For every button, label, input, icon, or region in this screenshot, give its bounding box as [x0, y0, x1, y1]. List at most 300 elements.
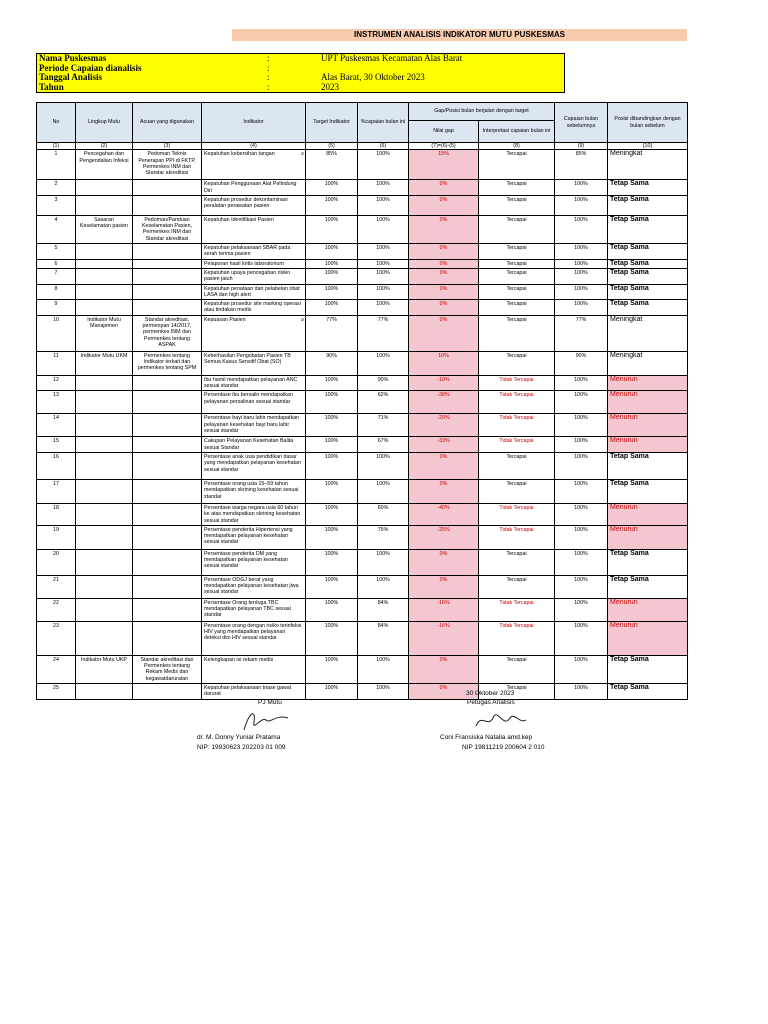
- cell-interpretasi: Tercapai: [479, 150, 555, 180]
- cell-no: 13: [37, 391, 76, 414]
- cell-target: 77%: [306, 315, 358, 351]
- cell-acuan: [133, 575, 202, 598]
- table-row: [37, 684, 688, 700]
- cell-sebelumnya: 100%: [555, 549, 608, 575]
- cell-acuan: Pedoman Teknis Penerapan PPI di FKTP, Permenkes INM dan Standar akreditasi: [133, 150, 202, 180]
- cell-interpretasi: Tidak Tercapai: [479, 414, 555, 437]
- column-number: (8): [479, 143, 555, 150]
- cell-capaian: 84%: [358, 598, 409, 621]
- cell-target: 100%: [306, 259, 358, 268]
- cell-capaian: 100%: [358, 655, 409, 683]
- cell-lingkup: [76, 259, 133, 268]
- cell-capaian: 100%: [358, 180, 409, 196]
- cell-capaian: 100%: [358, 284, 409, 300]
- cell-posisi: Menurun: [608, 414, 688, 437]
- cell-gap: -10%: [409, 375, 479, 391]
- cell-gap: 0%: [409, 575, 479, 598]
- cell-lingkup: Indikator Mutu UKP: [76, 655, 133, 683]
- cell-indikator: [202, 437, 306, 453]
- cell-sebelumnya: 100%: [555, 284, 608, 300]
- table-row: [37, 284, 688, 300]
- indikator-text: Persentase Orang terduga TBC mendapatkan pelayanan TBC sesuai standar: [204, 599, 291, 619]
- cell-no: 20: [37, 549, 76, 575]
- cell-gap: 0%: [409, 244, 479, 260]
- indikator-text: Kelengkapan isi rekam medis: [204, 656, 274, 663]
- cell-gap: 0%: [409, 549, 479, 575]
- table-row: [37, 300, 688, 316]
- cell-no: 5: [37, 244, 76, 260]
- indikator-text: Persentase orang usia 15–59 tahun mendapatkan skrining kesehatan sesuai standar: [204, 480, 299, 500]
- petugas-name: Coni Fransiska Natalia amd.kep: [440, 734, 533, 741]
- indikator-text: Kepatuhan prosedur dekontaminasi peralatan perawatan pasien: [204, 196, 288, 210]
- cell-no: 17: [37, 479, 76, 503]
- column-number: (5): [306, 143, 358, 150]
- cell-interpretasi: Tercapai: [479, 244, 555, 260]
- petugas-nip: NIP 19811219 200604 2 010: [462, 744, 545, 751]
- cell-posisi: Tetap Sama: [608, 479, 688, 503]
- table-row: [37, 575, 688, 598]
- table-row: [37, 351, 688, 375]
- info-value: UPT Puskesmas Kecamatan Alas Barat: [321, 53, 463, 63]
- cell-indikator: [202, 195, 306, 215]
- cell-posisi: Menurun: [608, 437, 688, 453]
- table-row: [37, 525, 688, 549]
- indicator-table: [36, 102, 688, 700]
- cell-sebelumnya: 77%: [555, 315, 608, 351]
- indikator-text: Kepatuhan upaya pencegahan risiko pasien jatuh: [204, 269, 290, 283]
- cell-acuan: [133, 525, 202, 549]
- cell-target: 100%: [306, 215, 358, 243]
- cell-no: 21: [37, 575, 76, 598]
- info-row: [37, 83, 564, 93]
- cell-target: 100%: [306, 391, 358, 414]
- cell-indikator: [202, 244, 306, 260]
- cell-indikator: [202, 180, 306, 196]
- table-row: [37, 655, 688, 683]
- cell-capaian: 90%: [358, 375, 409, 391]
- cell-capaian: 71%: [358, 414, 409, 437]
- cell-gap: -29%: [409, 414, 479, 437]
- indikator-text: Kepatuhan prosedur site marking operasi atau tindakan medis: [204, 301, 301, 314]
- cell-acuan: [133, 479, 202, 503]
- cell-target: 100%: [306, 284, 358, 300]
- cell-gap: 15%: [409, 150, 479, 180]
- table-row: [37, 375, 688, 391]
- header-target: Target Indikator: [306, 103, 358, 143]
- cell-posisi: Tetap Sama: [608, 575, 688, 598]
- cell-no: 15: [37, 437, 76, 453]
- cell-indikator: [202, 375, 306, 391]
- cell-indikator: [202, 351, 306, 375]
- cell-posisi: Tetap Sama: [608, 268, 688, 284]
- cell-interpretasi: Tercapai: [479, 452, 555, 479]
- column-number: (4): [202, 143, 306, 150]
- table-row: [37, 150, 688, 180]
- table-row: [37, 503, 688, 525]
- indikator-text: Kepatuhan penataan dan pelabelan obat LASA dan high alert: [204, 285, 300, 298]
- cell-interpretasi: Tercapai: [479, 268, 555, 284]
- cell-posisi: Tetap Sama: [608, 284, 688, 300]
- cell-sebelumnya: 100%: [555, 180, 608, 196]
- cell-gap: -25%: [409, 525, 479, 549]
- cell-lingkup: Indikator Mutu UKM: [76, 351, 133, 375]
- info-sep: :: [267, 81, 270, 92]
- document-title: INSTRUMEN ANALISIS INDIKATOR MUTU PUSKESMAS: [232, 29, 687, 41]
- cell-no: 2: [37, 180, 76, 196]
- indikator-text: Persentase penderita DM yang mendapatkan pelayanan kesehatan sesuai standar: [204, 550, 288, 570]
- column-number: (3): [133, 143, 202, 150]
- cell-lingkup: [76, 479, 133, 503]
- column-number: (7)=(6)-(5): [409, 143, 479, 150]
- cell-target: 100%: [306, 437, 358, 453]
- cell-indikator: [202, 621, 306, 655]
- cell-indikator: [202, 300, 306, 316]
- cell-posisi: Tetap Sama: [608, 549, 688, 575]
- cell-lingkup: [76, 437, 133, 453]
- cell-capaian: 62%: [358, 391, 409, 414]
- table-row: [37, 259, 688, 268]
- cell-capaian: 60%: [358, 503, 409, 525]
- cell-sebelumnya: 100%: [555, 300, 608, 316]
- cell-sebelumnya: 100%: [555, 414, 608, 437]
- cell-lingkup: [76, 549, 133, 575]
- cell-target: 100%: [306, 268, 358, 284]
- cell-lingkup: Indikator Mutu Manajemen: [76, 315, 133, 351]
- cell-interpretasi: Tercapai: [479, 479, 555, 503]
- table-row: [37, 195, 688, 215]
- cell-lingkup: [76, 284, 133, 300]
- cell-posisi: Tetap Sama: [608, 452, 688, 479]
- cell-indikator: [202, 150, 306, 180]
- cell-capaian: 100%: [358, 150, 409, 180]
- target-operator: ≥: [301, 151, 304, 158]
- cell-gap: 0%: [409, 195, 479, 215]
- cell-interpretasi: Tercapai: [479, 575, 555, 598]
- table-row: [37, 437, 688, 453]
- cell-lingkup: [76, 300, 133, 316]
- indikator-text: Persentase anak usia pendidikan dasar yang mendapatkan pelayanan kesehatan sesuai standar: [204, 453, 301, 473]
- header-lingkup: Lingkup Mutu: [76, 103, 133, 143]
- cell-no: 3: [37, 195, 76, 215]
- info-label: Tanggal Analisis: [39, 72, 102, 82]
- cell-gap: -33%: [409, 437, 479, 453]
- cell-gap: 10%: [409, 351, 479, 375]
- cell-lingkup: [76, 598, 133, 621]
- table-row: [37, 180, 688, 196]
- info-label: Periode Capaian dianalisis: [39, 62, 142, 73]
- cell-indikator: [202, 525, 306, 549]
- cell-indikator: [202, 268, 306, 284]
- cell-posisi: Menurun: [608, 621, 688, 655]
- cell-interpretasi: Tercapai: [479, 549, 555, 575]
- indikator-text: Kepuasan Pasien: [204, 316, 246, 323]
- target-operator: ≥: [301, 316, 304, 323]
- cell-no: 12: [37, 375, 76, 391]
- cell-acuan: [133, 375, 202, 391]
- cell-sebelumnya: 100%: [555, 375, 608, 391]
- cell-sebelumnya: 100%: [555, 479, 608, 503]
- cell-acuan: Permenkes tentang Indikator terkait dan permenkes tentang SPM: [133, 351, 202, 375]
- indikator-text: Persentase bayi baru lahir mendapatkan pelayanan kesehatan bayi baru lahir sesuai standar: [204, 415, 300, 434]
- pj-mutu-signature: [236, 706, 296, 736]
- cell-lingkup: [76, 575, 133, 598]
- indikator-text: Pelaporan hasil kritis laboratorium: [204, 260, 284, 267]
- cell-acuan: [133, 684, 202, 700]
- sign-date: 30 Oktober 2023: [466, 690, 515, 697]
- cell-capaian: 84%: [358, 621, 409, 655]
- cell-interpretasi: Tercapai: [479, 655, 555, 683]
- cell-target: 100%: [306, 452, 358, 479]
- cell-acuan: [133, 268, 202, 284]
- cell-posisi: Tetap Sama: [608, 180, 688, 196]
- cell-target: 100%: [306, 375, 358, 391]
- cell-posisi: Menurun: [608, 391, 688, 414]
- cell-capaian: 100%: [358, 268, 409, 284]
- cell-acuan: [133, 391, 202, 414]
- cell-capaian: 100%: [358, 215, 409, 243]
- cell-no: 7: [37, 268, 76, 284]
- cell-gap: -16%: [409, 621, 479, 655]
- cell-interpretasi: Tidak Tercapai: [479, 437, 555, 453]
- table-row: [37, 244, 688, 260]
- column-number: (1): [37, 143, 76, 150]
- cell-gap: 0%: [409, 284, 479, 300]
- cell-target: 100%: [306, 621, 358, 655]
- cell-posisi: Tetap Sama: [608, 215, 688, 243]
- column-number-row: [37, 143, 688, 150]
- cell-sebelumnya: 85%: [555, 150, 608, 180]
- cell-gap: 0%: [409, 215, 479, 243]
- header-nilai-gap: Nilai gap: [409, 121, 479, 143]
- cell-no: 16: [37, 452, 76, 479]
- cell-acuan: [133, 598, 202, 621]
- cell-acuan: Standar akreditasi dan Permenkes tentang Rekam Medis dan kegawatdaruratan: [133, 655, 202, 683]
- cell-gap: 0%: [409, 268, 479, 284]
- cell-interpretasi: Tercapai: [479, 684, 555, 700]
- cell-capaian: 100%: [358, 452, 409, 479]
- cell-posisi: Tetap Sama: [608, 259, 688, 268]
- cell-capaian: 67%: [358, 437, 409, 453]
- cell-acuan: [133, 244, 202, 260]
- cell-no: 18: [37, 503, 76, 525]
- cell-lingkup: [76, 244, 133, 260]
- cell-target: 100%: [306, 684, 358, 700]
- cell-indikator: [202, 575, 306, 598]
- cell-gap: 0%: [409, 684, 479, 700]
- cell-indikator: [202, 259, 306, 268]
- cell-no: 25: [37, 684, 76, 700]
- cell-target: 100%: [306, 655, 358, 683]
- cell-capaian: 100%: [358, 479, 409, 503]
- pj-mutu-role: PJ Mutu: [258, 699, 282, 706]
- cell-no: 1: [37, 150, 76, 180]
- cell-interpretasi: Tidak Tercapai: [479, 621, 555, 655]
- cell-no: 19: [37, 525, 76, 549]
- table-row: [37, 549, 688, 575]
- info-box: [36, 53, 565, 93]
- cell-interpretasi: Tidak Tercapai: [479, 503, 555, 525]
- cell-sebelumnya: 100%: [555, 259, 608, 268]
- cell-posisi: Tetap Sama: [608, 195, 688, 215]
- cell-target: 100%: [306, 479, 358, 503]
- cell-sebelumnya: 100%: [555, 684, 608, 700]
- info-sep: :: [267, 72, 270, 82]
- indikator-text: Kepatuhan pelaksanaan triase gawat darurat: [204, 685, 292, 698]
- petugas-signature: [470, 706, 530, 736]
- cell-lingkup: [76, 195, 133, 215]
- cell-gap: 0%: [409, 300, 479, 316]
- table-row: [37, 268, 688, 284]
- cell-gap: 0%: [409, 180, 479, 196]
- cell-lingkup: [76, 525, 133, 549]
- cell-no: 14: [37, 414, 76, 437]
- column-number: (2): [76, 143, 133, 150]
- cell-acuan: [133, 180, 202, 196]
- petugas-role: Petugas Analisis: [467, 699, 515, 706]
- cell-posisi: Meningkat: [608, 351, 688, 375]
- info-sep: :: [267, 62, 270, 73]
- info-label: Tahun: [39, 81, 64, 92]
- cell-acuan: [133, 300, 202, 316]
- header-no: No: [37, 103, 76, 143]
- cell-target: 85%: [306, 150, 358, 180]
- cell-sebelumnya: 100%: [555, 391, 608, 414]
- column-number: (9): [555, 143, 608, 150]
- table-row: [37, 215, 688, 243]
- cell-posisi: Tetap Sama: [608, 300, 688, 316]
- cell-sebelumnya: 100%: [555, 437, 608, 453]
- cell-interpretasi: Tercapai: [479, 215, 555, 243]
- header-indikator: Indikator: [202, 103, 306, 143]
- column-number: [10]: [608, 143, 688, 150]
- cell-interpretasi: Tercapai: [479, 300, 555, 316]
- cell-gap: -40%: [409, 503, 479, 525]
- cell-sebelumnya: 100%: [555, 655, 608, 683]
- table-row: [37, 414, 688, 437]
- cell-sebelumnya: 100%: [555, 525, 608, 549]
- cell-acuan: [133, 414, 202, 437]
- cell-acuan: [133, 503, 202, 525]
- cell-acuan: [133, 621, 202, 655]
- indikator-text: Kepatuhan kebersihan tangan: [204, 151, 275, 158]
- pj-mutu-nip: NIP: 19930623 202203 01 009: [197, 744, 286, 751]
- cell-interpretasi: Tidak Tercapai: [479, 391, 555, 414]
- cell-interpretasi: Tidak Tercapai: [479, 598, 555, 621]
- cell-gap: 0%: [409, 479, 479, 503]
- cell-acuan: [133, 452, 202, 479]
- cell-sebelumnya: 100%: [555, 503, 608, 525]
- cell-interpretasi: Tercapai: [479, 180, 555, 196]
- cell-interpretasi: Tercapai: [479, 284, 555, 300]
- cell-target: 100%: [306, 414, 358, 437]
- cell-acuan: [133, 437, 202, 453]
- table-row: [37, 452, 688, 479]
- cell-capaian: 100%: [358, 575, 409, 598]
- info-label: Nama Puskesmas: [39, 53, 107, 63]
- indikator-text: Persentase warga negara usia 60 tahun ke atas mendapatkan skrining kesehatan sesuai standar: [204, 504, 301, 524]
- cell-indikator: [202, 598, 306, 621]
- cell-lingkup: [76, 268, 133, 284]
- cell-acuan: [133, 549, 202, 575]
- cell-gap: 0%: [409, 259, 479, 268]
- cell-no: 10: [37, 315, 76, 351]
- header-posisi: Posisi dibandingkan dengan bulan sebelum: [608, 103, 688, 143]
- cell-interpretasi: Tercapai: [479, 195, 555, 215]
- cell-sebelumnya: 100%: [555, 621, 608, 655]
- cell-no: 24: [37, 655, 76, 683]
- cell-lingkup: [76, 684, 133, 700]
- cell-no: 8: [37, 284, 76, 300]
- cell-capaian: 100%: [358, 259, 409, 268]
- header-sebelumnya: Capaian bulan sebelumnya: [555, 103, 608, 143]
- cell-indikator: [202, 414, 306, 437]
- cell-lingkup: [76, 375, 133, 391]
- cell-gap: 0%: [409, 655, 479, 683]
- cell-no: 4: [37, 215, 76, 243]
- cell-acuan: [133, 259, 202, 268]
- cell-capaian: 77%: [358, 315, 409, 351]
- cell-posisi: Tetap Sama: [608, 684, 688, 700]
- cell-lingkup: [76, 414, 133, 437]
- info-row: [37, 73, 564, 83]
- cell-acuan: [133, 284, 202, 300]
- info-sep: :: [267, 53, 270, 63]
- table-row: [37, 479, 688, 503]
- cell-indikator: [202, 655, 306, 683]
- cell-sebelumnya: 100%: [555, 195, 608, 215]
- cell-capaian: 100%: [358, 244, 409, 260]
- cell-posisi: Menurun: [608, 375, 688, 391]
- indikator-text: Persentase orang dengan risiko terinfeksi HIV yang mendapatkan pelayanan deteksi dini HIV sesuai standar: [204, 622, 302, 642]
- cell-capaian: 100%: [358, 300, 409, 316]
- header-acuan: Acuan yang digunakan: [133, 103, 202, 143]
- indikator-text: Kepatuhan pelaksanaan SBAR pada serah terima pasien: [204, 245, 291, 258]
- indikator-text: Persentase ibu bersalin mendapatkan pelayanan persalinan sesuai standar: [204, 392, 293, 405]
- cell-indikator: [202, 284, 306, 300]
- cell-acuan: Standar akreditasi, permenpan 14/2017, permenkes INM dan Permenkes tentang ASPAK: [133, 315, 202, 351]
- cell-sebelumnya: 90%: [555, 351, 608, 375]
- header-interpretasi: Interpretasi capaian bulan ini: [479, 121, 555, 143]
- cell-sebelumnya: 100%: [555, 244, 608, 260]
- cell-target: 90%: [306, 351, 358, 375]
- cell-acuan: [133, 195, 202, 215]
- cell-acuan: Pedoman/Panduan Keselamatan Pasien, Permenkes INM dan Standar akreditasi: [133, 215, 202, 243]
- cell-gap: 0%: [409, 315, 479, 351]
- table-row: [37, 598, 688, 621]
- cell-target: 100%: [306, 503, 358, 525]
- cell-posisi: Menurun: [608, 503, 688, 525]
- table-row: [37, 621, 688, 655]
- cell-indikator: [202, 503, 306, 525]
- cell-sebelumnya: 100%: [555, 215, 608, 243]
- cell-posisi: Meningkat: [608, 150, 688, 180]
- cell-target: 100%: [306, 549, 358, 575]
- indikator-text: Keberhasilan Pengobatan Pasien TB Semua Kasus Sensitif Obat (SO): [204, 352, 291, 366]
- cell-target: 100%: [306, 195, 358, 215]
- info-value: 2023: [321, 81, 339, 92]
- pj-mutu-name: dr. M. Donny Yuniar Pratama: [197, 734, 281, 741]
- cell-indikator: [202, 452, 306, 479]
- cell-target: 100%: [306, 525, 358, 549]
- cell-lingkup: [76, 180, 133, 196]
- cell-posisi: Tetap Sama: [608, 244, 688, 260]
- table-row: [37, 391, 688, 414]
- cell-indikator: [202, 684, 306, 700]
- indikator-text: Kepatuhan Identifikasi Pasien: [204, 216, 274, 223]
- cell-indikator: [202, 479, 306, 503]
- cell-indikator: [202, 215, 306, 243]
- cell-target: 100%: [306, 244, 358, 260]
